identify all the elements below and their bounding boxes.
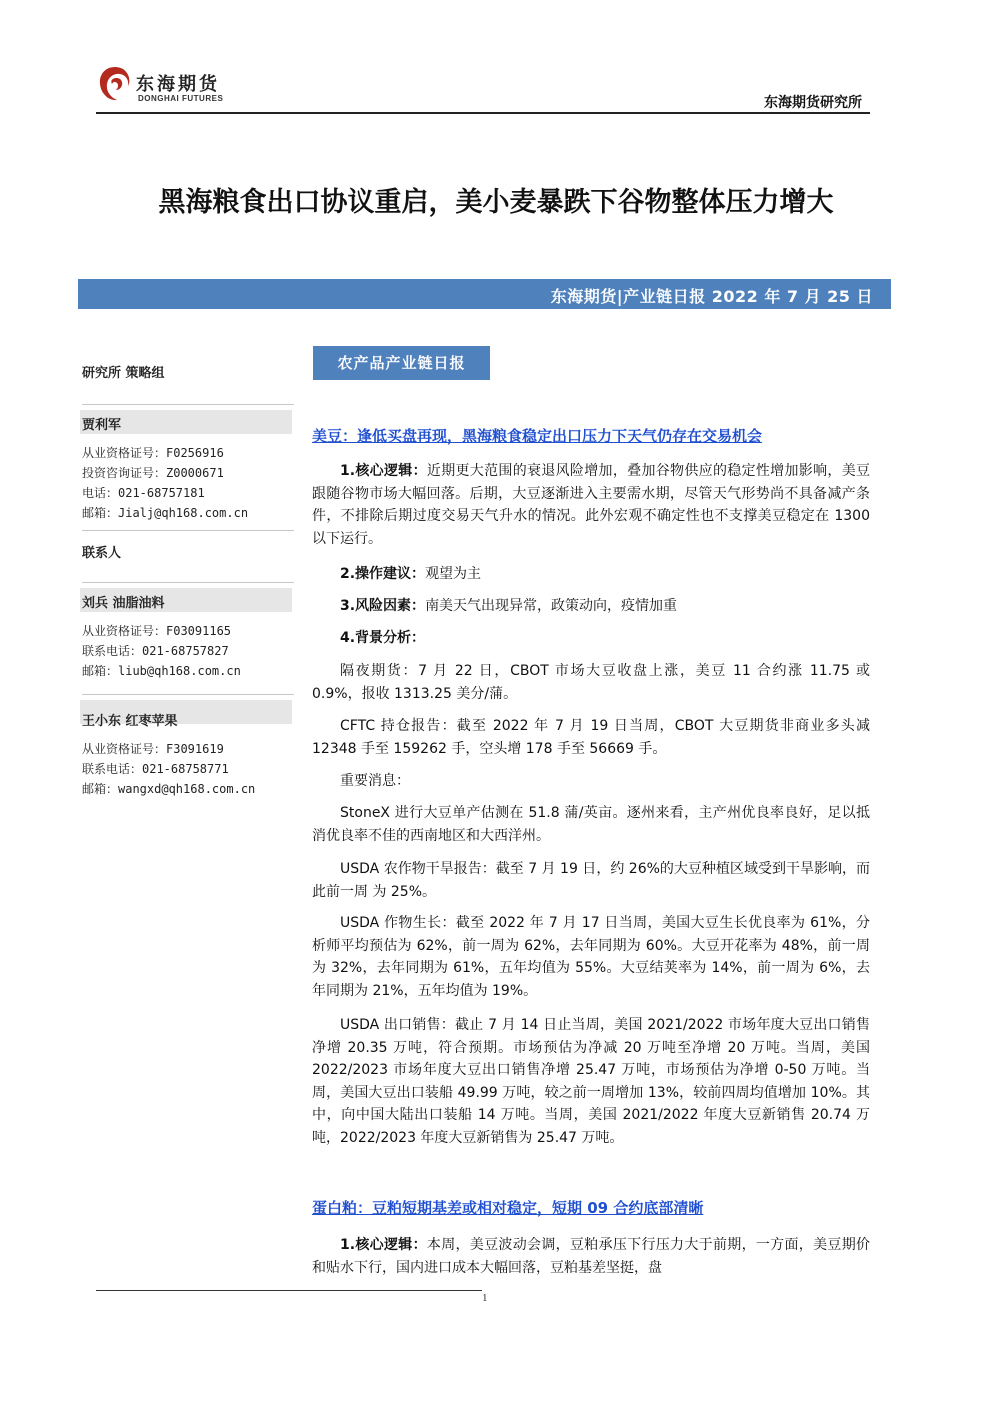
contact-phone: 联系电话：021-68758771 — [82, 762, 229, 776]
sidebar-divider — [82, 530, 294, 531]
report-banner — [78, 279, 891, 309]
contact-email[interactable]: 邮箱：wangxd@qh168.com.cn — [82, 782, 256, 796]
contact-email[interactable]: 邮箱：liub@qh168.com.cn — [82, 664, 241, 678]
analyst-license: 从业资格证号：F0256916 — [82, 446, 224, 460]
page-number: 1 — [482, 1292, 488, 1304]
cftc-paragraph: CFTC 持仓报告：截至 2022 年 7 月 19 日当周，CBOT 大豆期货非商业多头减 12348 手至 159262 手，空头增 178 手至 56669 手。 — [312, 718, 870, 757]
risk-paragraph — [312, 595, 870, 618]
background-paragraph — [312, 627, 870, 650]
institute-name: 东海期货研究所 — [764, 95, 862, 111]
crop-growth-paragraph: USDA 作物生长：截至 2022 年 7 月 17 日当周，美国大豆生长优良率为 61%，分析师平均预估为 62%，前一周为 62%，去年同期为 60%。大豆开花率为 48%，前一周为 32%，去年同期为 61%，五年均值为 55%。大豆结荚率为 14%，前一周为 6%，去年同期为 21%，五年均值为 19%。 — [312, 915, 870, 999]
sidebar-divider — [82, 404, 294, 405]
contact-name: 刘兵 油脂油料 — [82, 596, 165, 611]
contact-name: 王小东 红枣苹果 — [82, 714, 178, 729]
operation-paragraph — [312, 563, 870, 586]
sidebar-divider — [82, 694, 294, 695]
contacts-label: 联系人 — [82, 546, 122, 561]
analyst-consult: 投资咨询证号：Z0000671 — [82, 466, 224, 480]
analyst-email[interactable]: 邮箱：Jialj@qh168.com.cn — [82, 506, 249, 520]
meal-core-logic-text: 本周，美豆波动会调，豆粕承压下行压力大于前期，一方面，美豆期价和贴水下行，国内进口成本大幅回落，豆粕基差坚挺，盘 — [312, 1237, 871, 1276]
core-logic-label: 1.核心逻辑： — [340, 463, 427, 479]
report-type-tag: 农产品产业链日报 — [313, 346, 490, 380]
risk-text: 南美天气出现异常，政策动向，疫情加重 — [425, 598, 678, 614]
logo-text-cn: 东海期货 — [136, 74, 220, 95]
footer-divider — [96, 1290, 482, 1291]
export-sales-paragraph: USDA 出口销售：截止 7 月 14 日止当周，美国 2021/2022 市场年度大豆出口销售净增 20.35 万吨，符合预期。市场预估为净减 20 万吨至净增 20 万吨。当周，美国 2022/2023 市场年度大豆出口销售净增 25.47 万吨，市场预估为净增 0-50 万吨。当周，美国大豆出口装船 49.99 万吨，较之前一周增加 13%，较前四周均值增加 10%。其中，向中国大陆出口装船 14 万吨。当周，美国 2021/2022 年度大豆新销售 20.74 万吨，2022/2023 年度大豆新销售为 25.47 万吨。 — [312, 1017, 870, 1146]
drought-paragraph: USDA 农作物干旱报告：截至 7 月 19 日，约 26%的大豆种植区域受到干旱影响，而此前一周 为 25%。 — [312, 861, 870, 900]
dept-label: 研究所 策略组 — [82, 366, 165, 381]
contact-license: 从业资格证号：F3091619 — [82, 742, 224, 756]
stonex-paragraph: StoneX 进行大豆单产估测在 51.8 蒲/英亩。逐州来看，主产州优良率良好，足以抵消优良率不佳的西南地区和大西洋州。 — [312, 805, 870, 844]
contact-license: 从业资格证号：F03091165 — [82, 624, 232, 638]
meal-core-logic-paragraph — [312, 1234, 870, 1279]
sidebar-divider — [82, 582, 294, 583]
news-label: 重要消息： — [340, 773, 410, 789]
risk-label: 3.风险因素： — [340, 598, 426, 614]
report-title: 黑海粮食出口协议重启，美小麦暴跌下谷物整体压力增大 — [158, 187, 834, 218]
dragon-logo-icon — [96, 64, 134, 104]
section-heading-meal[interactable]: 蛋白粕：豆粕短期基差或相对稳定，短期 09 合约底部清晰 — [312, 1199, 704, 1217]
meal-core-logic-label: 1.核心逻辑： — [340, 1237, 427, 1253]
analyst-name: 贾利军 — [82, 418, 122, 433]
section-heading-soybean[interactable]: 美豆：逢低买盘再现，黑海粮食稳定出口压力下天气仍存在交易机会 — [312, 427, 763, 445]
company-logo — [96, 64, 236, 106]
core-logic-paragraph — [312, 460, 870, 550]
operation-text: 观望为主 — [425, 566, 482, 582]
core-logic-text: 近期更大范围的衰退风险增加，叠加谷物供应的稳定性增加影响，美豆跟随谷物市场大幅回落。后期，大豆逐渐进入主要需水期，尽管天气形势尚不具备减产条件，不排除后期过度交易天气升水的情况。此外宏观不确定性也不支撑美豆稳定在 1300 以下运行。 — [312, 463, 871, 547]
header-divider — [96, 112, 870, 114]
contact-phone: 联系电话：021-68757827 — [82, 644, 229, 658]
analyst-phone: 电话：021-68757181 — [82, 486, 205, 500]
background-label: 4.背景分析： — [340, 630, 426, 646]
banner-text: 东海期货|产业链日报 2022 年 7 月 25 日 — [550, 287, 873, 306]
overnight-futures-paragraph: 隔夜期货：7 月 22 日，CBOT 市场大豆收盘上涨，美豆 11 合约涨 11.75 或 0.9%，报收 1313.25 美分/蒲。 — [312, 663, 870, 702]
logo-text-en: DONGHAI FUTURES — [138, 94, 224, 103]
operation-label: 2.操作建议： — [340, 566, 426, 582]
